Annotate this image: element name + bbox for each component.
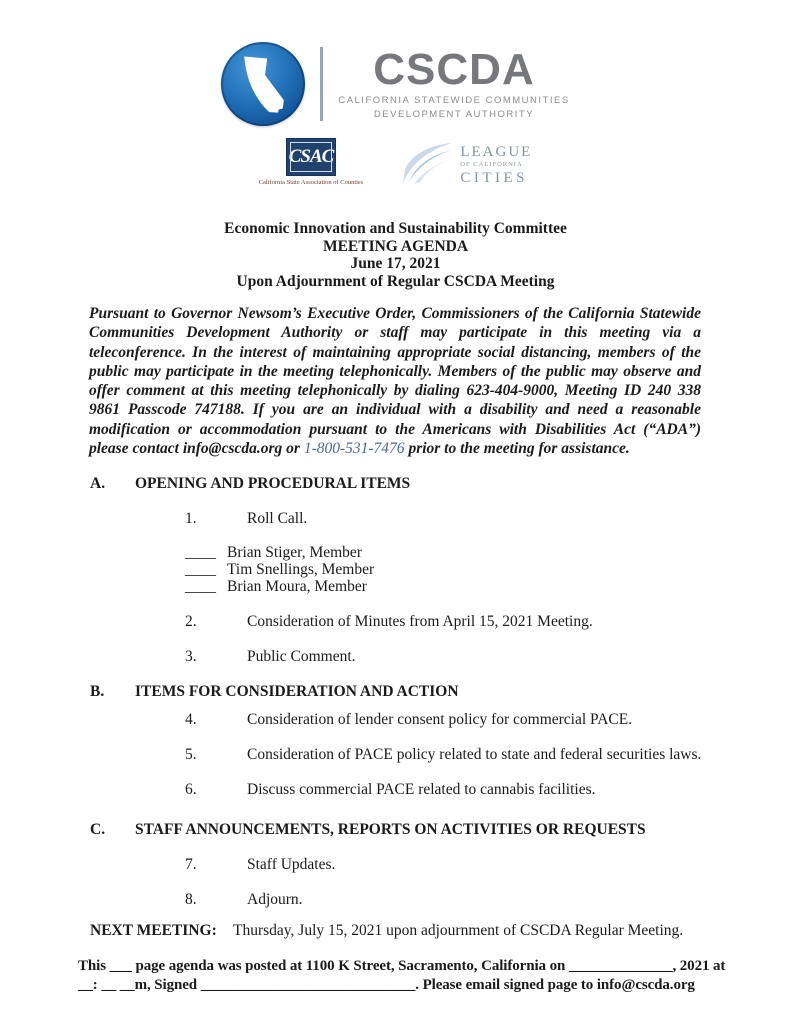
league-of-california-cities-logo — [401, 138, 532, 191]
league-word2: OF CALIFORNIA — [460, 161, 523, 169]
committee-name: Economic Innovation and Sustainability Committee — [224, 220, 567, 237]
item-text: Staff Updates. — [247, 855, 336, 873]
item-text: Consideration of lender consent policy for commercial PACE. — [247, 710, 633, 728]
league-swoosh-icon — [401, 140, 453, 191]
agenda-item-2 — [185, 613, 791, 631]
cscda-logo — [0, 0, 791, 126]
cscda-acronym: CSCDA — [373, 45, 535, 94]
item-text: Consideration of PACE policy related to state and federal securities laws. — [247, 745, 702, 763]
agenda-item-7 — [185, 856, 791, 874]
section-title: STAFF ANNOUNCEMENTS, REPORTS ON ACTIVITIES OR REQUESTS — [135, 820, 646, 838]
title-block — [0, 220, 791, 290]
cscda-wordmark — [338, 45, 570, 120]
agenda-item-4 — [185, 711, 791, 729]
agenda-item-1 — [185, 510, 791, 528]
roll-call-blank: ____ — [185, 561, 216, 579]
posting-certification — [78, 957, 726, 996]
item-number: 7. — [185, 855, 197, 873]
roll-call-name: Brian Moura, Member — [227, 577, 367, 595]
notice-text-before-phone: Pursuant to Governor Newsom’s Executive Order, Commissioners of the California Statewide Communities Development Authority or staff may participate in this meeting via a teleconference. In the interest of maintaining appropriate social distancing, members of the public may participate in the meeting telephonically. Members of the public may observe and offer comment at this meeting telephonically by dialing 623-404-9000, Meeting ID 240 338 9861 Passcode 747188. If you are an individual with a disability and need a reasonable modification or accommodation pursuant to the Americans with Disabilities Act (“ADA”) please contact info@cscda.org or — [89, 305, 701, 458]
item-number: 4. — [185, 710, 197, 728]
next-meeting-text: Thursday, July 15, 2021 upon adjournment of CSCDA Regular Meeting. — [233, 921, 684, 939]
roll-call-name: Tim Snellings, Member — [227, 561, 375, 579]
league-word3: CITIES — [460, 169, 529, 186]
section-heading-a — [90, 475, 791, 493]
section-letter: A. — [90, 475, 106, 493]
league-wordmark — [460, 145, 532, 186]
document-type: MEETING AGENDA — [322, 237, 469, 255]
roll-call-blank: ____ — [185, 544, 216, 562]
agenda-item-6 — [185, 781, 791, 799]
roll-call-name: Brian Stiger, Member — [227, 544, 362, 562]
csac-logo-box — [286, 138, 336, 176]
cscda-tagline-line2: DEVELOPMENT AUTHORITY — [373, 109, 535, 120]
notice-text-after-phone: prior to the meeting for assistance. — [404, 440, 630, 458]
item-number: 1. — [185, 510, 197, 528]
agenda-item-3 — [185, 648, 791, 666]
item-text: Adjourn. — [247, 890, 303, 908]
csac-caption: California State Association of Counties — [258, 179, 364, 186]
california-state-icon — [221, 42, 305, 126]
item-text: Discuss commercial PACE related to cannabis facilities. — [247, 780, 596, 798]
roll-call-list — [185, 545, 791, 595]
meeting-date: June 17, 2021 — [350, 255, 441, 272]
item-number: 3. — [185, 647, 197, 665]
section-title: OPENING AND PROCEDURAL ITEMS — [135, 475, 411, 493]
csac-logo — [259, 138, 364, 186]
roll-call-row — [185, 579, 791, 596]
meeting-subtitle: Upon Adjournment of Regular CSCDA Meeting — [236, 272, 555, 290]
roll-call-row — [185, 545, 791, 562]
roll-call-row — [185, 562, 791, 579]
item-number: 2. — [185, 612, 197, 630]
section-heading-c — [90, 821, 791, 839]
section-heading-b — [90, 683, 791, 701]
section-letter: C. — [90, 820, 106, 838]
item-text: Roll Call. — [247, 510, 308, 528]
item-text: Public Comment. — [247, 647, 356, 665]
agenda-item-5 — [185, 746, 791, 764]
roll-call-blank: ____ — [185, 577, 216, 595]
teleconference-notice — [89, 304, 701, 458]
item-text: Consideration of Minutes from April 15, 2021 Meeting. — [247, 612, 593, 630]
section-letter: B. — [90, 682, 105, 700]
csac-acronym: CSAC — [288, 146, 334, 167]
section-title: ITEMS FOR CONSIDERATION AND ACTION — [135, 682, 459, 700]
next-meeting-row — [90, 922, 791, 940]
ada-phone-link[interactable]: 1-800-531-7476 — [303, 440, 405, 458]
cscda-tagline-line1: CALIFORNIA STATEWIDE COMMUNITIES — [338, 95, 570, 106]
item-number: 6. — [185, 780, 197, 798]
logo-divider — [320, 47, 323, 121]
item-number: 8. — [185, 890, 197, 908]
posting-line2: __: __ __m, Signed _____________________________. Please email signed page to info@cscda.org — [78, 977, 695, 994]
posting-line1: This ___ page agenda was posted at 1100 K Street, Sacramento, California on ______________, 2021 at — [78, 957, 726, 974]
next-meeting-label: NEXT MEETING: — [90, 921, 217, 939]
agenda-item-8 — [185, 891, 791, 909]
item-number: 5. — [185, 745, 197, 763]
partner-logos — [0, 138, 791, 190]
league-word1: LEAGUE — [460, 144, 533, 161]
